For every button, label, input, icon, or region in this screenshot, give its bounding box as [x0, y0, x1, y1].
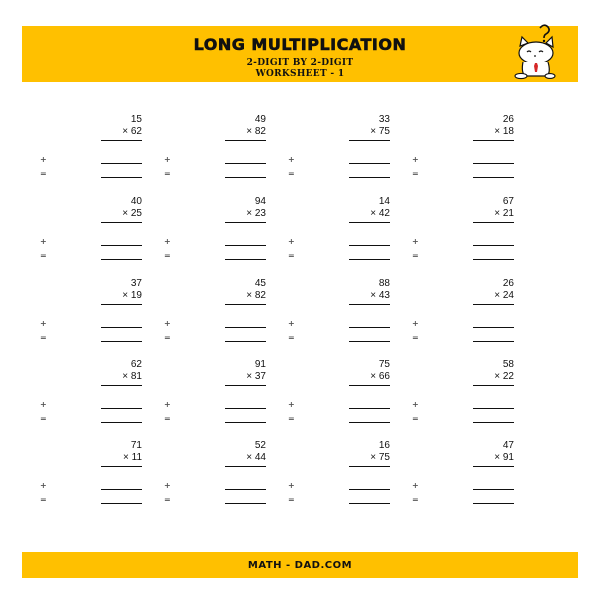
problem-card — [32, 440, 142, 522]
multiplier: × 22 — [494, 371, 514, 382]
equals-sign: = — [40, 414, 47, 423]
product-line — [473, 466, 514, 467]
multiplier: × 75 — [370, 126, 390, 137]
partial-product-answer-line[interactable] — [101, 489, 142, 490]
plus-sign: + — [164, 319, 171, 328]
multiplier: × 91 — [494, 452, 514, 463]
multiplicand: 67 — [502, 196, 514, 207]
partial-product-answer-line[interactable] — [225, 245, 266, 246]
partial-product-answer-line[interactable] — [225, 163, 266, 164]
product-line — [225, 385, 266, 386]
problem-card — [32, 114, 142, 196]
final-answer-line[interactable] — [225, 177, 266, 178]
equals-sign: = — [40, 333, 47, 342]
product-line — [349, 140, 390, 141]
final-answer-line[interactable] — [225, 341, 266, 342]
plus-sign: + — [164, 237, 171, 246]
multiplier: × 75 — [370, 452, 390, 463]
plus-sign: + — [40, 481, 47, 490]
partial-product-answer-line[interactable] — [473, 163, 514, 164]
equals-sign: = — [164, 333, 171, 342]
multiplicand: 33 — [378, 114, 390, 125]
product-line — [101, 304, 142, 305]
product-line — [473, 222, 514, 223]
equals-sign: = — [412, 414, 419, 423]
multiplicand: 40 — [130, 196, 142, 207]
multiplicand: 62 — [130, 359, 142, 370]
plus-sign: + — [40, 319, 47, 328]
partial-product-answer-line[interactable] — [101, 245, 142, 246]
product-line — [101, 466, 142, 467]
product-line — [225, 222, 266, 223]
problem-card — [404, 359, 514, 441]
problem-card — [32, 278, 142, 360]
problem-card — [404, 114, 514, 196]
partial-product-answer-line[interactable] — [473, 408, 514, 409]
partial-product-answer-line[interactable] — [225, 489, 266, 490]
product-line — [349, 466, 390, 467]
multiplier: × 37 — [246, 371, 266, 382]
final-answer-line[interactable] — [349, 503, 390, 504]
equals-sign: = — [164, 495, 171, 504]
equals-sign: = — [412, 495, 419, 504]
plus-sign: + — [288, 400, 295, 409]
multiplicand: 15 — [130, 114, 142, 125]
multiplier: × 19 — [122, 290, 142, 301]
multiplier: × 11 — [123, 452, 142, 463]
plus-sign: + — [412, 319, 419, 328]
multiplicand: 14 — [378, 196, 390, 207]
equals-sign: = — [164, 251, 171, 260]
product-line — [349, 222, 390, 223]
plus-sign: + — [412, 481, 419, 490]
product-line — [349, 385, 390, 386]
multiplicand: 52 — [254, 440, 266, 451]
product-line — [473, 385, 514, 386]
multiplier: × 62 — [122, 126, 142, 137]
multiplicand: 47 — [502, 440, 514, 451]
equals-sign: = — [288, 169, 295, 178]
final-answer-line[interactable] — [225, 503, 266, 504]
equals-sign: = — [40, 169, 47, 178]
plus-sign: + — [40, 155, 47, 164]
equals-sign: = — [288, 495, 295, 504]
multiplier: × 44 — [246, 452, 266, 463]
plus-sign: + — [164, 481, 171, 490]
product-line — [101, 222, 142, 223]
problem-card — [404, 278, 514, 360]
plus-sign: + — [412, 237, 419, 246]
final-answer-line[interactable] — [473, 422, 514, 423]
multiplicand: 26 — [502, 278, 514, 289]
final-answer-line[interactable] — [349, 177, 390, 178]
partial-product-answer-line[interactable] — [473, 327, 514, 328]
plus-sign: + — [288, 319, 295, 328]
problem-card — [156, 114, 266, 196]
plus-sign: + — [288, 155, 295, 164]
multiplier: × 66 — [370, 371, 390, 382]
plus-sign: + — [40, 237, 47, 246]
partial-product-answer-line[interactable] — [349, 489, 390, 490]
partial-product-answer-line[interactable] — [101, 408, 142, 409]
problem-card — [156, 196, 266, 278]
partial-product-answer-line[interactable] — [225, 327, 266, 328]
final-answer-line[interactable] — [225, 422, 266, 423]
problem-card — [280, 359, 390, 441]
final-answer-line[interactable] — [349, 341, 390, 342]
multiplier: × 43 — [370, 290, 390, 301]
plus-sign: + — [288, 481, 295, 490]
equals-sign: = — [288, 333, 295, 342]
problem-card — [32, 359, 142, 441]
equals-sign: = — [40, 495, 47, 504]
multiplicand: 58 — [502, 359, 514, 370]
multiplicand: 49 — [254, 114, 266, 125]
final-answer-line[interactable] — [349, 259, 390, 260]
equals-sign: = — [412, 333, 419, 342]
multiplier: × 18 — [494, 126, 514, 137]
multiplicand: 91 — [254, 359, 266, 370]
multiplier: × 23 — [246, 208, 266, 219]
multiplicand: 94 — [254, 196, 266, 207]
problem-card — [404, 196, 514, 278]
product-line — [473, 304, 514, 305]
equals-sign: = — [288, 414, 295, 423]
partial-product-answer-line[interactable] — [101, 327, 142, 328]
problem-card — [280, 196, 390, 278]
partial-product-answer-line[interactable] — [349, 327, 390, 328]
final-answer-line[interactable] — [349, 422, 390, 423]
plus-sign: + — [288, 237, 295, 246]
final-answer-line[interactable] — [473, 341, 514, 342]
equals-sign: = — [164, 169, 171, 178]
multiplicand: 71 — [130, 440, 142, 451]
plus-sign: + — [412, 400, 419, 409]
plus-sign: + — [164, 400, 171, 409]
worksheet-footer — [22, 552, 578, 578]
final-answer-line[interactable] — [101, 422, 142, 423]
footer-brand: MATH - DAD.COM — [247, 560, 353, 571]
multiplicand: 45 — [254, 278, 266, 289]
problem-card — [156, 440, 266, 522]
final-answer-line[interactable] — [225, 259, 266, 260]
problem-card — [156, 278, 266, 360]
multiplicand: 16 — [378, 440, 390, 451]
partial-product-answer-line[interactable] — [101, 163, 142, 164]
partial-product-answer-line[interactable] — [473, 489, 514, 490]
final-answer-line[interactable] — [473, 503, 514, 504]
final-answer-line[interactable] — [101, 503, 142, 504]
product-line — [225, 466, 266, 467]
partial-product-answer-line[interactable] — [349, 163, 390, 164]
partial-product-answer-line[interactable] — [473, 245, 514, 246]
equals-sign: = — [164, 414, 171, 423]
final-answer-line[interactable] — [101, 341, 142, 342]
final-answer-line[interactable] — [473, 177, 514, 178]
multiplier: × 42 — [370, 208, 390, 219]
problem-card — [280, 114, 390, 196]
partial-product-answer-line[interactable] — [349, 408, 390, 409]
product-line — [101, 140, 142, 141]
partial-product-answer-line[interactable] — [225, 408, 266, 409]
problem-card — [32, 196, 142, 278]
plus-sign: + — [164, 155, 171, 164]
problem-card — [280, 440, 390, 522]
problem-card — [404, 440, 514, 522]
multiplicand: 75 — [378, 359, 390, 370]
product-line — [349, 304, 390, 305]
partial-product-answer-line[interactable] — [349, 245, 390, 246]
multiplier: × 82 — [246, 126, 266, 137]
product-line — [225, 304, 266, 305]
product-line — [225, 140, 266, 141]
multiplier: × 81 — [122, 371, 142, 382]
worksheet-title: LONG MULTIPLICATION — [193, 35, 407, 54]
equals-sign: = — [40, 251, 47, 260]
final-answer-line[interactable] — [473, 259, 514, 260]
equals-sign: = — [288, 251, 295, 260]
multiplicand: 88 — [378, 278, 390, 289]
multiplier: × 25 — [122, 208, 142, 219]
multiplier: × 24 — [494, 290, 514, 301]
multiplier: × 82 — [246, 290, 266, 301]
final-answer-line[interactable] — [101, 259, 142, 260]
multiplicand: 37 — [130, 278, 142, 289]
plus-sign: + — [412, 155, 419, 164]
plus-sign: + — [40, 400, 47, 409]
multiplicand: 26 — [502, 114, 514, 125]
equals-sign: = — [412, 251, 419, 260]
problem-card — [280, 278, 390, 360]
worksheet-number: WORKSHEET - 1 — [255, 69, 345, 79]
worksheet-subtitle: 2-DIGIT BY 2-DIGIT — [246, 58, 354, 68]
equals-sign: = — [412, 169, 419, 178]
product-line — [101, 385, 142, 386]
multiplier: × 21 — [494, 208, 514, 219]
problem-card — [156, 359, 266, 441]
product-line — [473, 140, 514, 141]
final-answer-line[interactable] — [101, 177, 142, 178]
